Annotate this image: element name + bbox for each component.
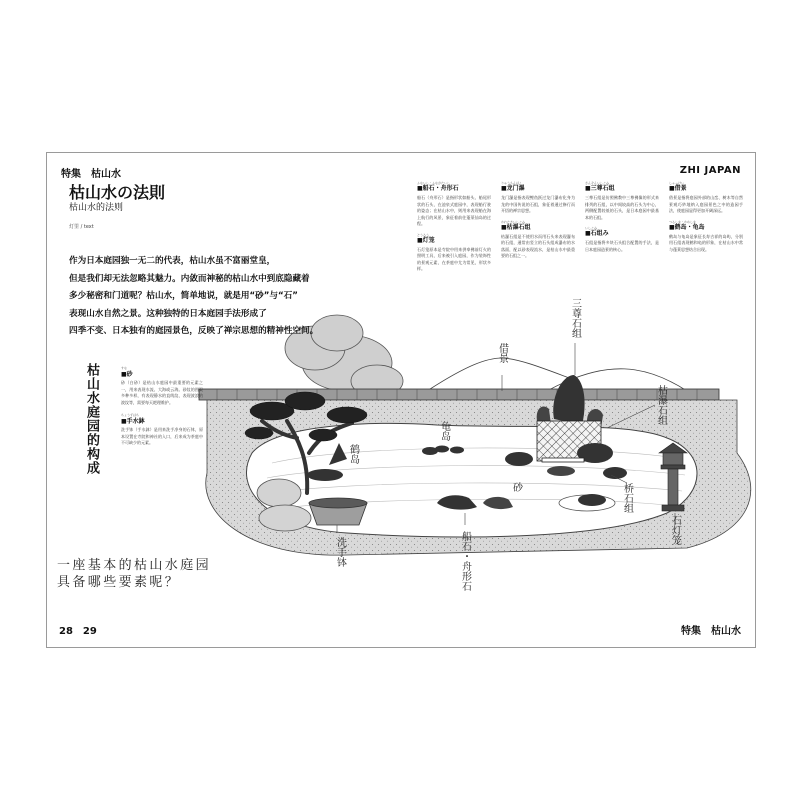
glossary-body: 枯瀑石组是不使用水而用石头来表现瀑布的石组，通常由竖立的石头组成瀑布的水落面，配以砂表现流水，是枯山水中最重要的石组之一。 — [501, 233, 575, 258]
label-washbasin: 洗手钵 — [334, 537, 346, 567]
lead-line: 表现山水自然之景。这种独特的日本庭园手法形成了 — [69, 308, 267, 319]
glossary-heading: とうろう ■灯笼 — [417, 232, 435, 244]
lead-paragraph — [69, 253, 389, 341]
article-title: 枯山水の法則 — [69, 183, 166, 202]
question-callout — [57, 557, 211, 591]
label-lantern: 石灯笼 — [669, 515, 681, 545]
glossary-heading: つるしま・かめしま ■鹤岛・龟岛 — [669, 219, 705, 231]
glossary-heading: さんぞんいしぐみ ■三尊石组 — [585, 181, 615, 192]
lead-line: 作为日本庭园独一无二的代表，枯山水虽不富丽堂皇， — [69, 256, 276, 266]
glossary-heading: しゃっけい ■借景 — [669, 181, 687, 192]
brand-logo: ZHI JAPAN — [679, 165, 741, 176]
wash-basin — [309, 498, 367, 525]
glossary-column — [501, 181, 575, 265]
question-line: 具备哪些要素呢？ — [57, 575, 181, 590]
label-dry-waterfall: 枯瀑石组 — [655, 385, 667, 425]
magazine-spread — [46, 152, 756, 648]
label-sand: 砂 — [513, 483, 523, 494]
running-footer: 特集 枯山水 — [681, 626, 741, 637]
glossary-column — [669, 181, 743, 258]
glossary-body: 船石（舟形石）是指形状如船头、船尾形状的石头，在池泉式庭园中，表现船行驶的姿态；在枯山水中，则用来表现船在海上航行的风景，象征着前往蓬莱仙岛的过程。 — [417, 195, 491, 226]
glossary-heading: いしぐみ ■石组み — [585, 226, 609, 237]
glossary-columns — [417, 181, 749, 313]
page-numbers: 28 29 — [59, 626, 97, 637]
glossary-heading: りゅうもんばく ■龙门瀑 — [501, 181, 525, 192]
glossary-heading: かれたきいしぐみ ■枯瀑石组 — [501, 219, 531, 231]
lead-line: 多少秘密和门道呢？枯山水，简单地说，就是用“砂”与“石” — [69, 291, 298, 301]
question-line: 一座基本的枯山水庭园 — [57, 558, 212, 573]
side-body: 洗手钵（手水鉢）是用来洗手净身的石钵，原本设置在寺院和神社的入口，后来成为茶庭中不可缺少的元素。 — [121, 427, 203, 445]
glossary-body: 三尊石组是仿照佛教中三尊佛像的形式来排列的石组，以中间较高的石头为中心，两侧配置较低的石头，是日本庭园中最基本的石组。 — [585, 195, 659, 220]
lead-line: 四季不变、日本独有的庭园景色，反映了禅宗思想的精神性空间。 — [69, 326, 319, 336]
side-heading: すな ■砂 — [121, 366, 133, 378]
glossary-body: 龙门瀑是指表现鲤鱼跃过龙门瀑布化身为龙的中国传说的石组，象征着通过修行而开悟的禅宗思想。 — [501, 195, 575, 213]
label-borrowed-scenery: 借景 — [496, 343, 508, 363]
label-bridge: 桥石组 — [621, 483, 633, 513]
raked-sand — [246, 423, 697, 536]
glossary-body: 石灯笼原本是寺院中用来供奉佛前灯火的照明工具，后来被引入庭园，作为装饰性的景观元素，在茶庭中尤为常见，形状多样。 — [417, 246, 491, 271]
glossary-column — [585, 181, 659, 258]
glossary-body: 石组是指将多块石头组合配置的手法，是日本庭园造景的核心。 — [585, 240, 659, 252]
glossary-column — [417, 181, 491, 278]
label-kame: 龟岛 — [438, 421, 450, 441]
label-boat: 船石・舟形石 — [459, 531, 471, 591]
vertical-title: 枯山水庭园的构成 — [84, 363, 99, 475]
byline: 灯里 / text — [69, 224, 94, 230]
label-tsuru: 鹤岛 — [347, 444, 359, 464]
side-heading: ちょうずばち ■手水鉢 — [121, 413, 145, 425]
lead-line: 但是我们却无法忽略其魅力。内敛而神秘的枯山水中到底隐藏着 — [69, 273, 310, 284]
label-sanzon: 三尊石组 — [569, 298, 581, 338]
side-notes — [121, 363, 203, 453]
glossary-heading: ふないし・ふながたいし ■船石・舟形石 — [417, 181, 459, 192]
glossary-body: 借景是指将庭园外部的山峦、树木等自然景观巧妙地纳入庭园景色之中的造园手法，使庭园显得更加开阔深远。 — [669, 195, 743, 213]
section-tag: 特集 枯山水 — [61, 169, 121, 180]
article-subtitle: 枯山水的法则 — [69, 203, 124, 213]
side-body: 砂（白砂）是枯山水庭园中最重要的元素之一，用来表现水流、大海或云海。砂纹的图案多种多样，有表现静水的直线纹、表现波浪的波纹等，需要每天耙理维护。 — [121, 380, 203, 405]
glossary-body: 鹤岛与龟岛是象征长寿吉祥的岛屿，分别用石组表现鹤和龟的形象，在枯山水中常与蓬莱思想结合出现。 — [669, 233, 743, 252]
